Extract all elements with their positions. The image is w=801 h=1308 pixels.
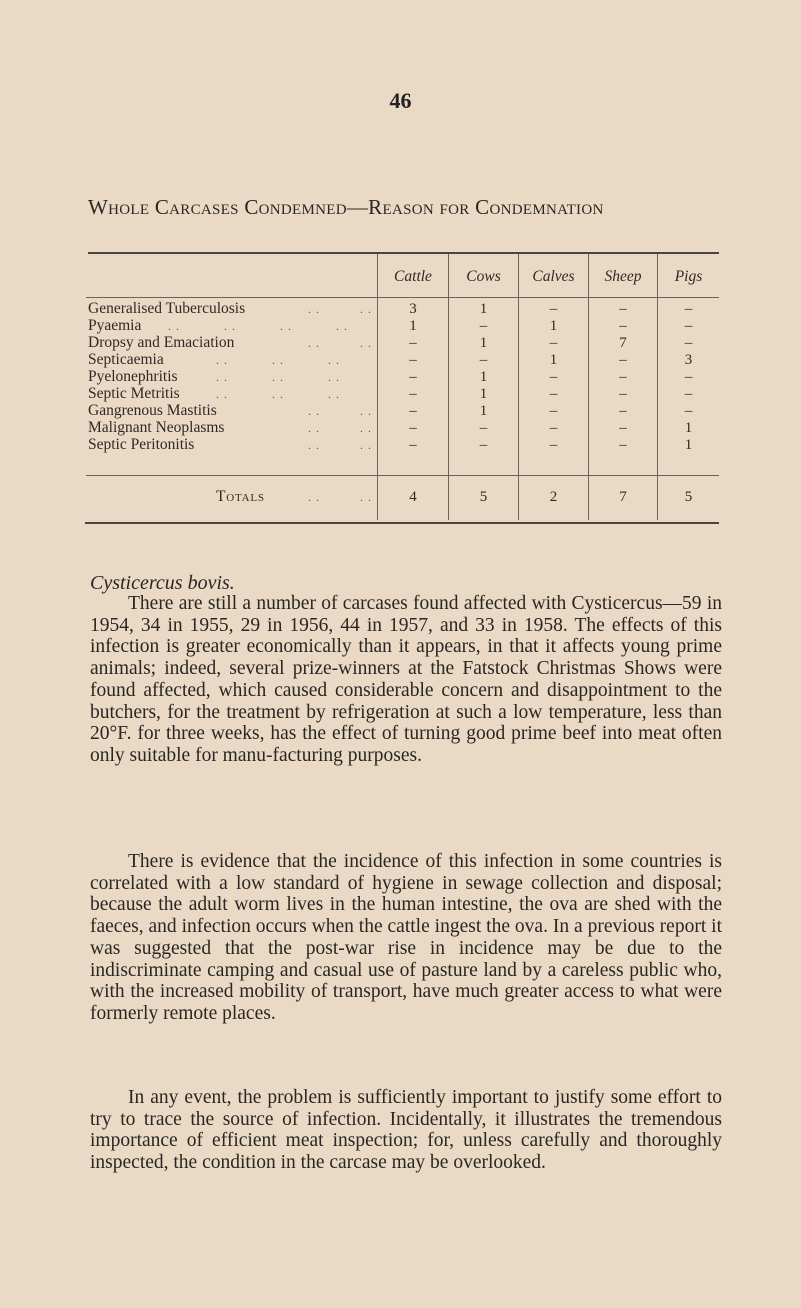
totals-label: Totals xyxy=(216,488,265,505)
cell-sheep: – xyxy=(619,386,627,402)
row-label: Septic Metritis xyxy=(88,385,180,402)
row-label: Gangrenous Mastitis xyxy=(88,402,217,419)
table-rule-bottom xyxy=(85,522,719,524)
paragraph: There are still a number of carcases found affected with Cysticercus—59 in 1954, 34 in 1955, 29 in 1956, 44 in 1957, and 33 in 1958. The effects of this infection is greater economically than it appears, in that it affects young prime animals; indeed, several prize-winners at the Fatstock Christmas Shows were found affected, which caused considerable concern and disappointment to the butchers, for the treatment by refrigeration at such a low temperature, less than 20°F. for three weeks, has the effect of turning good prime beef into meat often only suitable for manu-facturing purposes. xyxy=(90,593,722,766)
total-pigs: 5 xyxy=(684,489,693,505)
column-header-sheep: Sheep xyxy=(604,268,642,285)
cell-cattle: – xyxy=(409,352,417,368)
column-header-cattle: Cattle xyxy=(394,268,432,285)
cell-calves: 1 xyxy=(549,318,558,334)
cell-cows: 1 xyxy=(479,403,488,419)
table-rule-totals xyxy=(86,475,719,476)
cell-cattle: – xyxy=(409,369,417,385)
row-label: Dropsy and Emaciation xyxy=(88,334,235,351)
total-sheep: 7 xyxy=(619,489,627,505)
cell-cattle: – xyxy=(409,386,417,402)
leader-dots: . . . . xyxy=(308,404,372,418)
cell-sheep: – xyxy=(619,352,627,368)
cell-calves: – xyxy=(549,386,558,402)
leader-dots: . . . . xyxy=(308,421,372,435)
cell-cows: 1 xyxy=(479,301,488,317)
leader-dots: . . . . xyxy=(308,302,372,316)
cell-pigs: 3 xyxy=(684,352,693,368)
table-rule-top xyxy=(88,252,719,254)
cell-cows: – xyxy=(479,352,488,368)
cell-cows: – xyxy=(479,437,488,453)
cell-sheep: – xyxy=(619,369,627,385)
cell-cows: 1 xyxy=(479,369,488,385)
cell-pigs: – xyxy=(684,301,693,317)
row-label: Pyelonephritis xyxy=(88,368,178,385)
row-label: Generalised Tuberculosis xyxy=(88,300,246,317)
cell-pigs: 1 xyxy=(684,437,693,453)
cell-calves: – xyxy=(549,369,558,385)
paragraph: There is evidence that the incidence of this infection in some countries is correlated with a low standard of hygiene in sewage collection and disposal; because the adult worm lives in the human intestine, the ova are shed with the faeces, and infection occurs when the cattle ingest the ova. In a previous report it was suggested that the post-war rise in incidence may be due to the indiscriminate camping and casual use of pasture land by a careless public who, with the increased mobility of transport, have much greater access to what were formerly remote places. xyxy=(90,851,722,1024)
row-label: Septic Peritonitis xyxy=(88,436,195,453)
cell-calves: – xyxy=(549,335,558,351)
cell-pigs: – xyxy=(684,335,693,351)
cell-sheep: – xyxy=(619,420,627,436)
leader-dots: . . . . xyxy=(308,438,372,452)
cell-pigs: – xyxy=(684,369,693,385)
section-heading: Cysticercus bovis. xyxy=(90,572,235,594)
cell-sheep: 7 xyxy=(619,335,627,351)
cell-calves: – xyxy=(549,403,558,419)
table-rule-header xyxy=(86,297,719,298)
leader-dots: . . . . . . . . xyxy=(168,319,348,333)
cell-calves: – xyxy=(549,301,558,317)
total-cows: 5 xyxy=(479,489,488,505)
column-header-calves: Calves xyxy=(532,268,575,285)
cell-calves: 1 xyxy=(549,352,558,368)
column-header-pigs: Pigs xyxy=(674,268,703,285)
leader-dots: . . . . xyxy=(308,490,372,504)
cell-sheep: – xyxy=(619,437,627,453)
cell-cattle: – xyxy=(409,420,417,436)
cell-cows: 1 xyxy=(479,335,488,351)
cell-pigs: 1 xyxy=(684,420,693,436)
column-header-cows: Cows xyxy=(466,268,501,285)
leader-dots: . . . . xyxy=(308,336,372,350)
table-title: Whole Carcases Condemned—Reason for Condemnation xyxy=(88,195,604,219)
cell-cattle: 1 xyxy=(409,318,417,334)
leader-dots: . . . . . . xyxy=(216,387,340,401)
cell-cows: 1 xyxy=(479,386,488,402)
total-cattle: 4 xyxy=(409,489,417,505)
cell-cows: – xyxy=(479,318,488,334)
cell-cattle: – xyxy=(409,403,417,419)
cell-pigs: – xyxy=(684,403,693,419)
cell-pigs: – xyxy=(684,386,693,402)
paragraph: In any event, the problem is sufficiently important to justify some effort to try to trace the source of infection. Incidentally, it illustrates the tremendous importance of efficient meat inspection; for, unless carefully and thoroughly inspected, the condition in the carcase may be overlooked. xyxy=(90,1087,722,1174)
row-label: Malignant Neoplasms xyxy=(88,419,225,436)
row-label: Pyaemia xyxy=(88,317,142,334)
cell-calves: – xyxy=(549,437,558,453)
cell-calves: – xyxy=(549,420,558,436)
row-label: Septicaemia xyxy=(88,351,164,368)
leader-dots: . . . . . . xyxy=(216,370,340,384)
cell-sheep: – xyxy=(619,403,627,419)
cell-pigs: – xyxy=(684,318,693,334)
leader-dots: . . . . . . xyxy=(216,353,340,367)
page-number: 46 xyxy=(389,88,412,113)
cell-cows: – xyxy=(479,420,488,436)
cell-cattle: 3 xyxy=(409,301,417,317)
cell-cattle: – xyxy=(409,335,417,351)
cell-sheep: – xyxy=(619,301,627,317)
cell-cattle: – xyxy=(409,437,417,453)
cell-sheep: – xyxy=(619,318,627,334)
total-calves: 2 xyxy=(549,489,558,505)
